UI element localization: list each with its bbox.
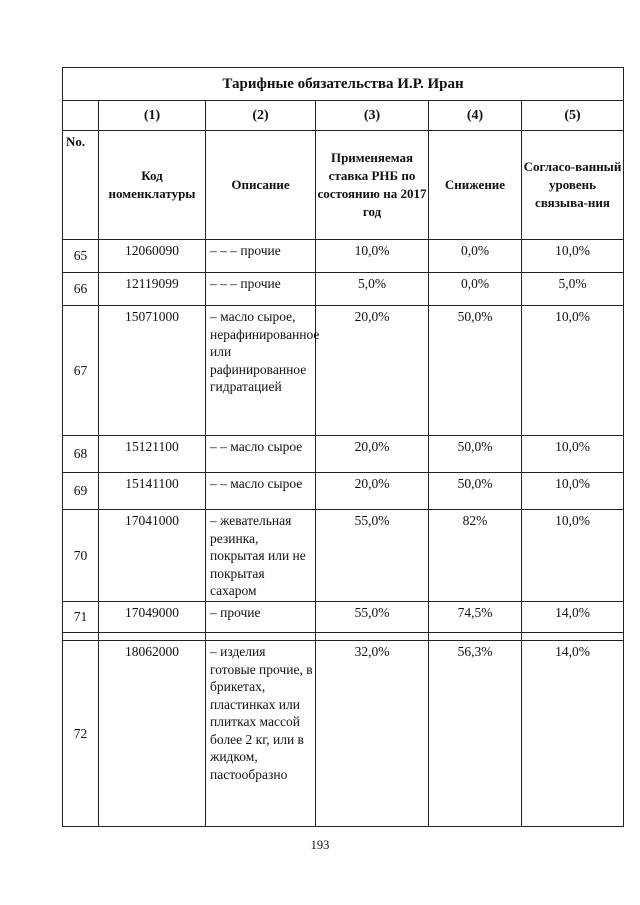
cell-no: 70: [63, 510, 99, 602]
cell-description: – прочие: [206, 602, 316, 633]
cell-no: 72: [63, 641, 99, 827]
cell-description: – масло сырое, нерафинированное или рафинированное гидратацией: [206, 306, 316, 436]
column-number-row: [63, 101, 624, 131]
cell-bound: 10,0%: [522, 473, 624, 510]
header-bound-level: Согласо-ванный уровень связыва-ния: [522, 131, 624, 240]
table-row: [63, 473, 624, 510]
cell-code: 15071000: [99, 306, 206, 436]
cell-rate: 20,0%: [316, 436, 429, 473]
table-row: [63, 436, 624, 473]
cell-no: 67: [63, 306, 99, 436]
column-number: (2): [206, 101, 316, 131]
cell-no: 68: [63, 436, 99, 473]
cell-description: – – масло сырое: [206, 473, 316, 510]
cell-description: – – масло сырое: [206, 436, 316, 473]
cell-description: – – – прочие: [206, 273, 316, 306]
cell-bound: 14,0%: [522, 641, 624, 827]
cell-code: 17049000: [99, 602, 206, 633]
column-number: (4): [429, 101, 522, 131]
cell-rate: 20,0%: [316, 473, 429, 510]
cell-bound: 10,0%: [522, 510, 624, 602]
cell-no: 65: [63, 240, 99, 273]
cell-reduction: 0,0%: [429, 273, 522, 306]
cell-bound: 10,0%: [522, 306, 624, 436]
cell-reduction: 56,3%: [429, 641, 522, 827]
table-row: [63, 240, 624, 273]
header-row: [63, 131, 624, 240]
cell-rate: 32,0%: [316, 641, 429, 827]
cell-code: 18062000: [99, 641, 206, 827]
cell-rate: 20,0%: [316, 306, 429, 436]
cell-reduction: 50,0%: [429, 436, 522, 473]
table-title: Тарифные обязательства И.Р. Иран: [63, 68, 624, 101]
cell-reduction: 50,0%: [429, 473, 522, 510]
table-row: [63, 306, 624, 436]
cell-rate: 10,0%: [316, 240, 429, 273]
table-row: [63, 641, 624, 827]
table-row: [63, 273, 624, 306]
header-applied-rate: Применяемая ставка РНБ по состоянию на 2017 год: [316, 131, 429, 240]
cell-code: 12119099: [99, 273, 206, 306]
cell-bound: 14,0%: [522, 602, 624, 633]
cell-description: – жевательная резинка, покрытая или не покрытая сахаром: [206, 510, 316, 602]
page-number: 193: [310, 838, 330, 852]
column-number: (1): [99, 101, 206, 131]
cell-bound: 10,0%: [522, 240, 624, 273]
column-number: (5): [522, 101, 624, 131]
cell-code: 12060090: [99, 240, 206, 273]
cell-code: 15121100: [99, 436, 206, 473]
column-number-blank: [63, 101, 99, 131]
column-number: (3): [316, 101, 429, 131]
cell-no: 66: [63, 273, 99, 306]
header-reduction: Снижение: [429, 131, 522, 240]
cell-code: 15141100: [99, 473, 206, 510]
table-row: [63, 510, 624, 602]
cell-code: 17041000: [99, 510, 206, 602]
cell-rate: 55,0%: [316, 602, 429, 633]
cell-reduction: 0,0%: [429, 240, 522, 273]
cell-reduction: 50,0%: [429, 306, 522, 436]
cell-reduction: 74,5%: [429, 602, 522, 633]
cell-rate: 5,0%: [316, 273, 429, 306]
cell-bound: 5,0%: [522, 273, 624, 306]
cell-no: 69: [63, 473, 99, 510]
header-no: No.: [63, 131, 99, 240]
cell-no: 71: [63, 602, 99, 633]
header-description: Описание: [206, 131, 316, 240]
row-spacer: [63, 633, 624, 641]
table-row: [63, 602, 624, 633]
cell-bound: 10,0%: [522, 436, 624, 473]
cell-description: – – – прочие: [206, 240, 316, 273]
header-code: Код номенклатуры: [99, 131, 206, 240]
cell-description: – изделия готовые прочие, в брикетах, пластинках или плитках массой более 2 кг, или в жидком, пастообразно: [206, 641, 316, 827]
tariff-table: [62, 67, 624, 827]
cell-rate: 55,0%: [316, 510, 429, 602]
tariff-table-container: [62, 67, 623, 827]
cell-reduction: 82%: [429, 510, 522, 602]
